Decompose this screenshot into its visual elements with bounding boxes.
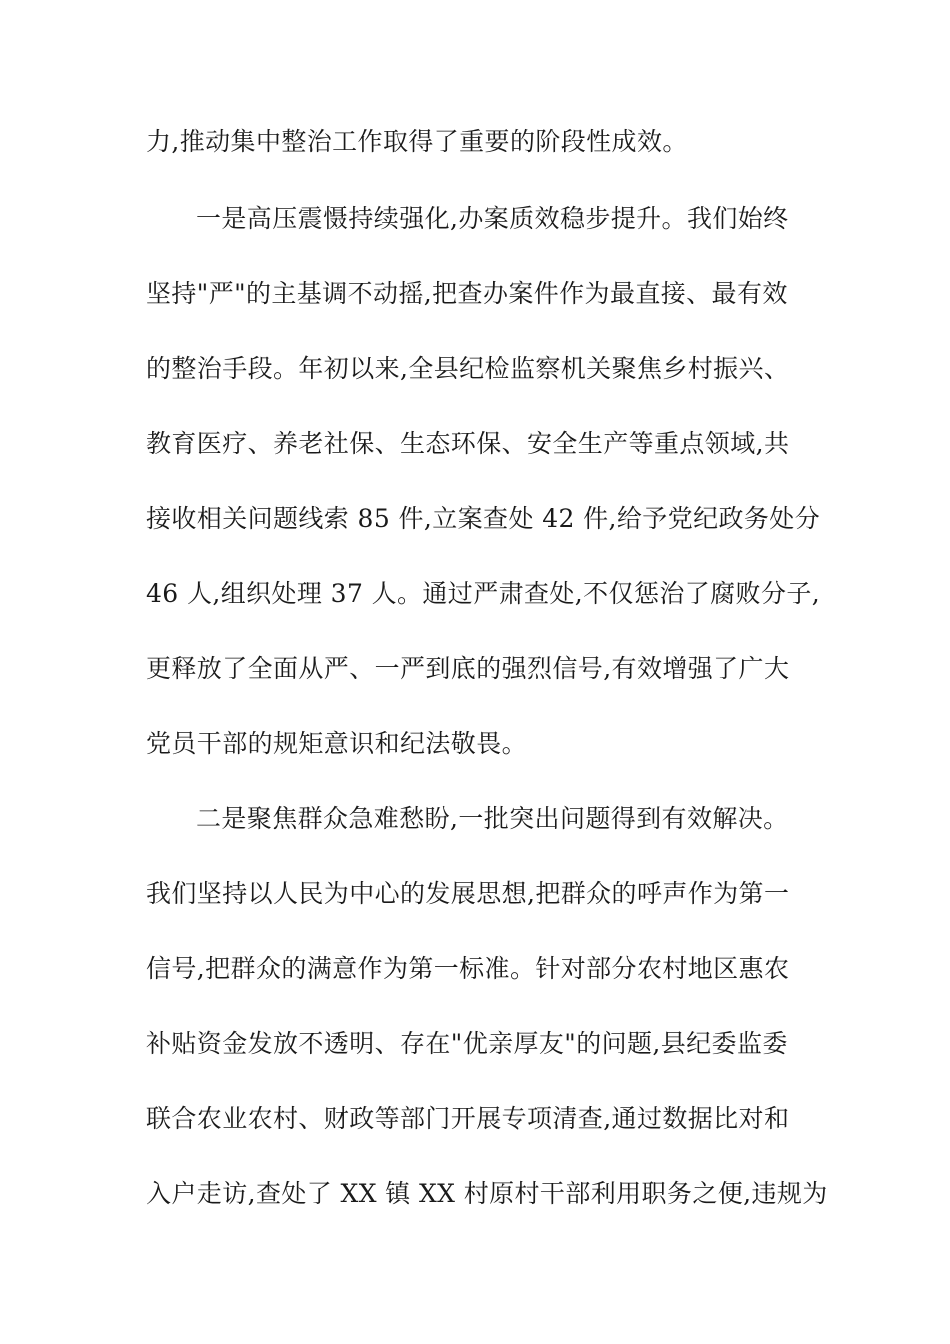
paragraph-1-line-3: 的整治手段。年初以来,全县纪检监察机关聚焦乡村振兴、 <box>146 354 790 383</box>
paragraph-1-line-4: 教育医疗、养老社保、生态环保、安全生产等重点领域,共 <box>146 429 790 458</box>
paragraph-2-line-6: 入户走访,查处了 XX 镇 XX 村原村干部利用职务之便,违规为 <box>146 1179 828 1208</box>
paragraph-1-line-6: 46 人,组织处理 37 人。通过严肃查处,不仅惩治了腐败分子, <box>146 579 821 608</box>
paragraph-2-line-5: 联合农业农村、财政等部门开展专项清查,通过数据比对和 <box>146 1104 790 1133</box>
paragraph-1-line-7: 更释放了全面从严、一严到底的强烈信号,有效增强了广大 <box>146 654 790 683</box>
paragraph-1-line-1: 一是高压震慑持续强化,办案质效稳步提升。我们始终 <box>196 204 789 233</box>
paragraph-2-line-4: 补贴资金发放不透明、存在"优亲厚友"的问题,县纪委监委 <box>146 1029 788 1058</box>
paragraph-2-line-2: 我们坚持以人民为中心的发展思想,把群众的呼声作为第一 <box>146 879 790 908</box>
paragraph-1-line-2: 坚持"严"的主基调不动摇,把查办案件作为最直接、最有效 <box>146 279 788 308</box>
paragraph-1-line-8: 党员干部的规矩意识和纪法敬畏。 <box>146 729 528 758</box>
paragraph-2-line-1: 二是聚焦群众急难愁盼,一批突出问题得到有效解决。 <box>196 804 789 833</box>
paragraph-2-line-3: 信号,把群众的满意作为第一标准。针对部分农村地区惠农 <box>146 954 790 983</box>
paragraph-1-line-5: 接收相关问题线索 85 件,立案查处 42 件,给予党纪政务处分 <box>146 504 821 533</box>
text-line-1: 力,推动集中整治工作取得了重要的阶段性成效。 <box>146 127 688 156</box>
